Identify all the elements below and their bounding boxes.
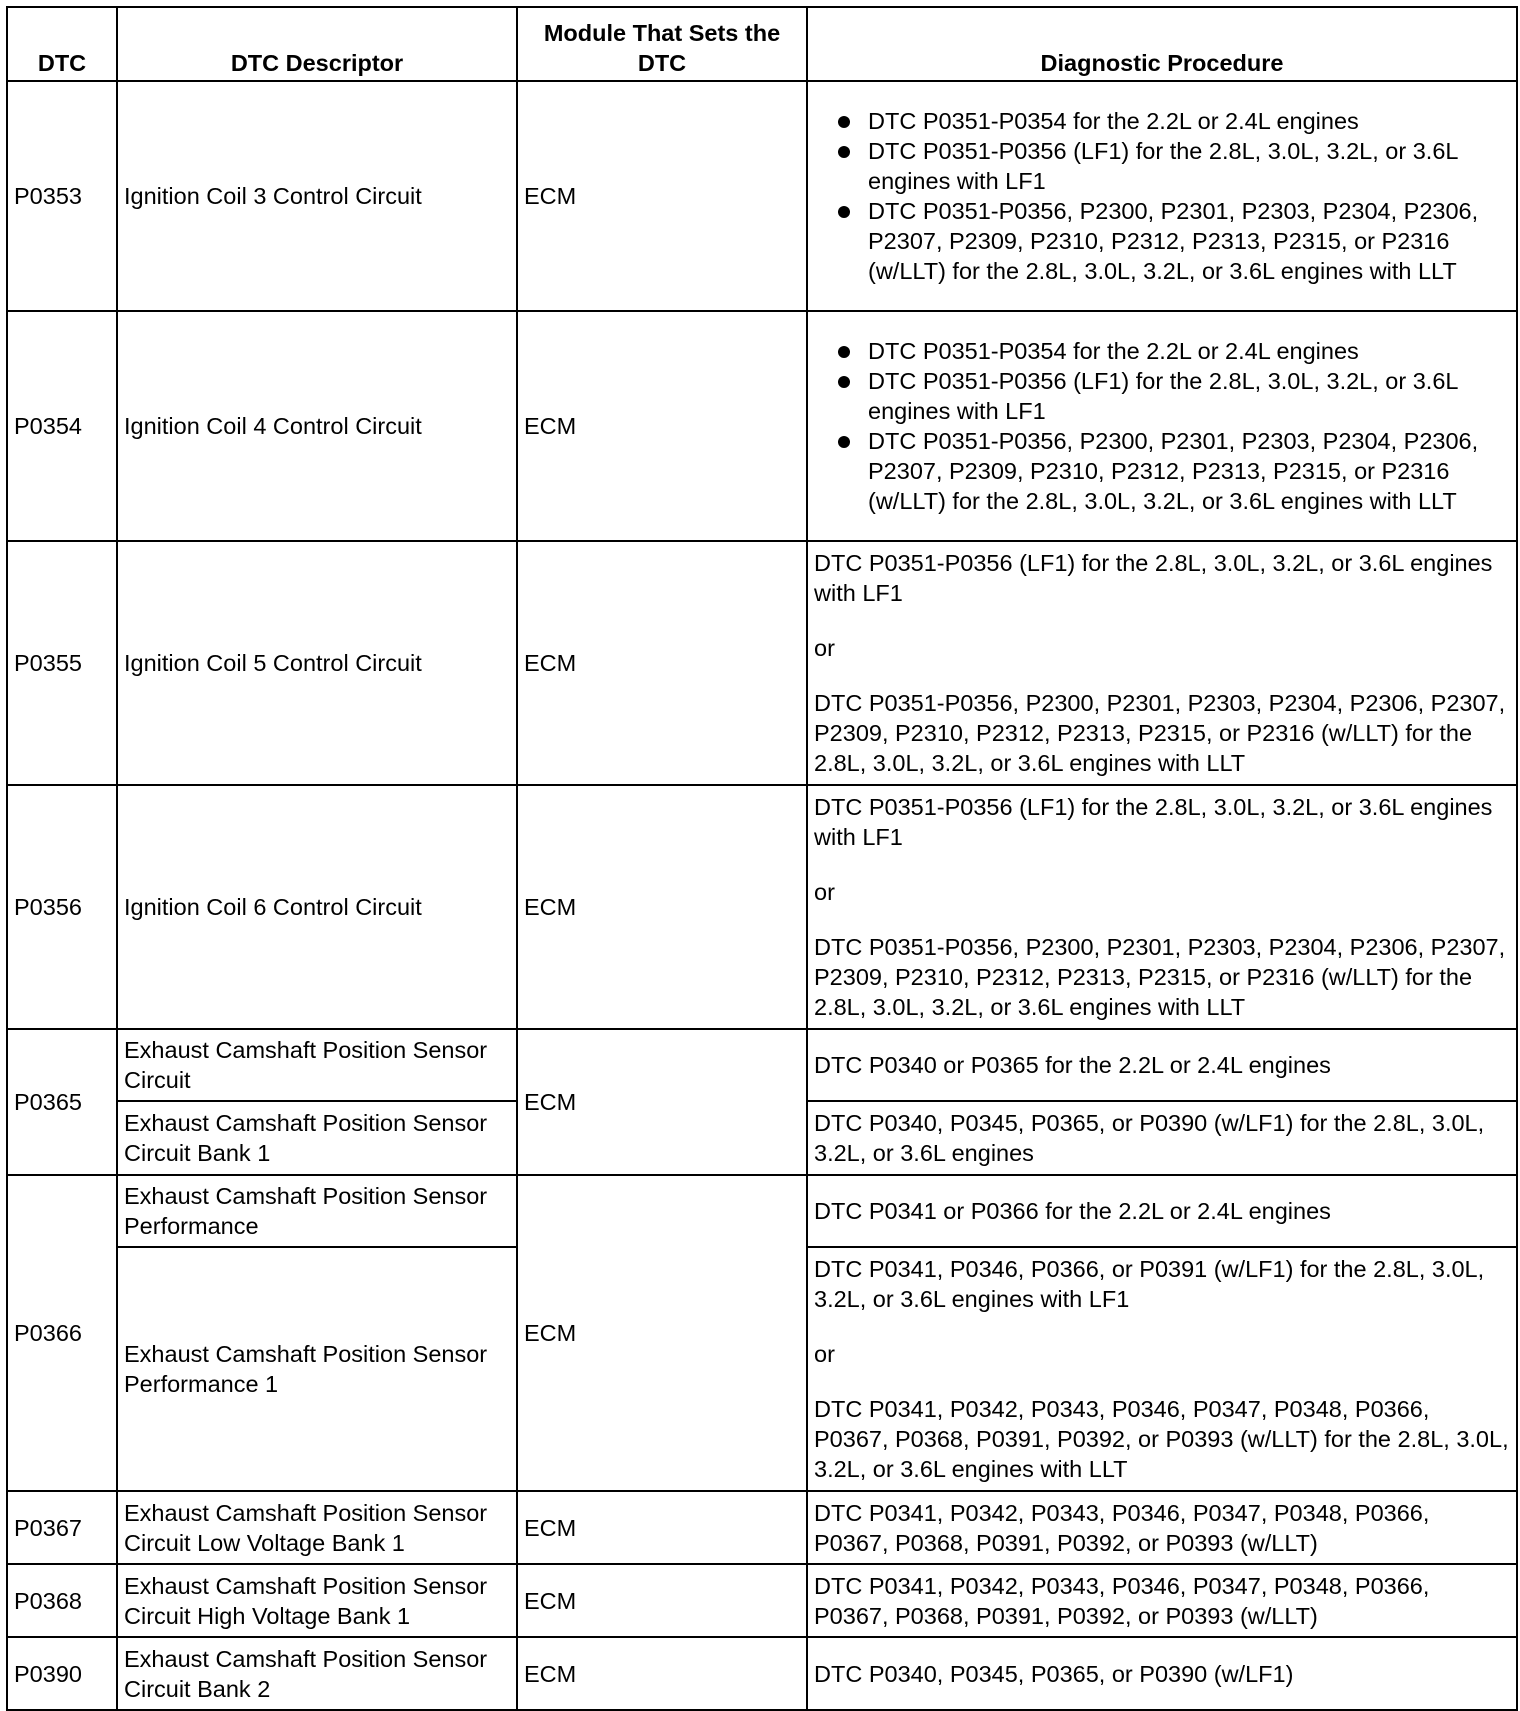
procedure-text: DTC P0341, P0342, P0343, P0346, P0347, P0348, P0366, P0367, P0368, P0391, P0392, or P0393 (w/LLT) for the 2.8L, 3.0L, 3.2L, or 3.6L engines with LLT: [814, 1396, 1509, 1482]
dtc-code: P0356: [7, 785, 117, 1029]
procedure-cell: DTC P0341 or P0366 for the 2.2L or 2.4L engines: [807, 1175, 1517, 1247]
procedure-cell: DTC P0341, P0342, P0343, P0346, P0347, P0348, P0366, P0367, P0368, P0391, P0392, or P0393 (w/LLT): [807, 1564, 1517, 1637]
procedure-cell: [807, 311, 1517, 541]
dtc-table: [6, 6, 1518, 1711]
dtc-code: P0368: [7, 1564, 117, 1637]
list-item: DTC P0351-P0356, P2300, P2301, P2303, P2304, P2306, P2307, P2309, P2310, P2312, P2313, P2315, or P2316 (w/LLT) for the 2.8L, 3.0L, 3.2L, or 3.6L engines with LLT: [814, 196, 1510, 286]
table-row: [7, 1175, 1517, 1247]
dtc-descriptor: Ignition Coil 5 Control Circuit: [117, 541, 517, 785]
dtc-descriptor: Exhaust Camshaft Position Sensor Circuit Low Voltage Bank 1: [117, 1491, 517, 1564]
header-descriptor: DTC Descriptor: [117, 7, 517, 81]
table-row: [7, 81, 1517, 311]
header-procedure: Diagnostic Procedure: [807, 7, 1517, 81]
procedure-text: DTC P0351-P0356 (LF1) for the 2.8L, 3.0L, 3.2L, or 3.6L engines with LF1: [814, 794, 1493, 850]
dtc-code: P0353: [7, 81, 117, 311]
dtc-descriptor: Exhaust Camshaft Position Sensor Performance: [117, 1175, 517, 1247]
header-row: [7, 7, 1517, 81]
module: ECM: [517, 81, 807, 311]
procedure-cell: DTC P0340, P0345, P0365, or P0390 (w/LF1): [807, 1637, 1517, 1710]
procedure-cell: DTC P0340 or P0365 for the 2.2L or 2.4L engines: [807, 1029, 1517, 1101]
module: ECM: [517, 311, 807, 541]
procedure-cell: [807, 541, 1517, 785]
table-row: [7, 1029, 1517, 1101]
header-module-line2: DTC: [637, 50, 687, 76]
dtc-descriptor: Exhaust Camshaft Position Sensor Circuit: [117, 1029, 517, 1101]
dtc-descriptor: Ignition Coil 3 Control Circuit: [117, 81, 517, 311]
table-row: [7, 1564, 1517, 1637]
module: ECM: [517, 1029, 807, 1175]
header-module-line1: Module That Sets the: [543, 20, 781, 46]
dtc-code: P0365: [7, 1029, 117, 1175]
dtc-code: P0354: [7, 311, 117, 541]
header-dtc: DTC: [7, 7, 117, 81]
table-row: [7, 785, 1517, 1029]
header-module: [517, 7, 807, 81]
module: ECM: [517, 1564, 807, 1637]
procedure-or: or: [814, 635, 835, 661]
procedure-cell: [807, 1247, 1517, 1491]
list-item: DTC P0351-P0356 (LF1) for the 2.8L, 3.0L, 3.2L, or 3.6L engines with LF1: [814, 136, 1510, 196]
dtc-code: P0366: [7, 1175, 117, 1491]
dtc-code: P0367: [7, 1491, 117, 1564]
table-row: [7, 541, 1517, 785]
dtc-descriptor: Exhaust Camshaft Position Sensor Circuit Bank 2: [117, 1637, 517, 1710]
procedure-cell: [807, 785, 1517, 1029]
list-item: DTC P0351-P0356, P2300, P2301, P2303, P2304, P2306, P2307, P2309, P2310, P2312, P2313, P2315, or P2316 (w/LLT) for the 2.8L, 3.0L, 3.2L, or 3.6L engines with LLT: [814, 426, 1510, 516]
procedure-or: or: [814, 1341, 835, 1367]
table-row: [7, 311, 1517, 541]
table-row: [7, 1637, 1517, 1710]
dtc-descriptor: Exhaust Camshaft Position Sensor Circuit High Voltage Bank 1: [117, 1564, 517, 1637]
module: ECM: [517, 1491, 807, 1564]
dtc-code: P0390: [7, 1637, 117, 1710]
list-item: DTC P0351-P0356 (LF1) for the 2.8L, 3.0L, 3.2L, or 3.6L engines with LF1: [814, 366, 1510, 426]
procedure-text: DTC P0351-P0356, P2300, P2301, P2303, P2304, P2306, P2307, P2309, P2310, P2312, P2313, P2315, or P2316 (w/LLT) for the 2.8L, 3.0L, 3.2L, or 3.6L engines with LLT: [814, 690, 1506, 776]
dtc-descriptor: Exhaust Camshaft Position Sensor Circuit Bank 1: [117, 1101, 517, 1175]
module: ECM: [517, 541, 807, 785]
module: ECM: [517, 1175, 807, 1491]
procedure-or: or: [814, 879, 835, 905]
dtc-code: P0355: [7, 541, 117, 785]
procedure-text: DTC P0341, P0346, P0366, or P0391 (w/LF1) for the 2.8L, 3.0L, 3.2L, or 3.6L engines with LF1: [814, 1256, 1485, 1312]
module: ECM: [517, 785, 807, 1029]
procedure-cell: DTC P0341, P0342, P0343, P0346, P0347, P0348, P0366, P0367, P0368, P0391, P0392, or P0393 (w/LLT): [807, 1491, 1517, 1564]
procedure-cell: [807, 81, 1517, 311]
procedure-text: DTC P0351-P0356 (LF1) for the 2.8L, 3.0L, 3.2L, or 3.6L engines with LF1: [814, 550, 1493, 606]
procedure-cell: DTC P0340, P0345, P0365, or P0390 (w/LF1) for the 2.8L, 3.0L, 3.2L, or 3.6L engines: [807, 1101, 1517, 1175]
dtc-descriptor: Ignition Coil 4 Control Circuit: [117, 311, 517, 541]
list-item: DTC P0351-P0354 for the 2.2L or 2.4L engines: [814, 106, 1510, 136]
procedure-list: [814, 333, 1510, 519]
module: ECM: [517, 1637, 807, 1710]
table-row: [7, 1491, 1517, 1564]
dtc-descriptor: Ignition Coil 6 Control Circuit: [117, 785, 517, 1029]
procedure-list: [814, 103, 1510, 289]
procedure-text: DTC P0351-P0356, P2300, P2301, P2303, P2304, P2306, P2307, P2309, P2310, P2312, P2313, P2315, or P2316 (w/LLT) for the 2.8L, 3.0L, 3.2L, or 3.6L engines with LLT: [814, 934, 1506, 1020]
list-item: DTC P0351-P0354 for the 2.2L or 2.4L engines: [814, 336, 1510, 366]
dtc-descriptor: Exhaust Camshaft Position Sensor Performance 1: [117, 1247, 517, 1491]
